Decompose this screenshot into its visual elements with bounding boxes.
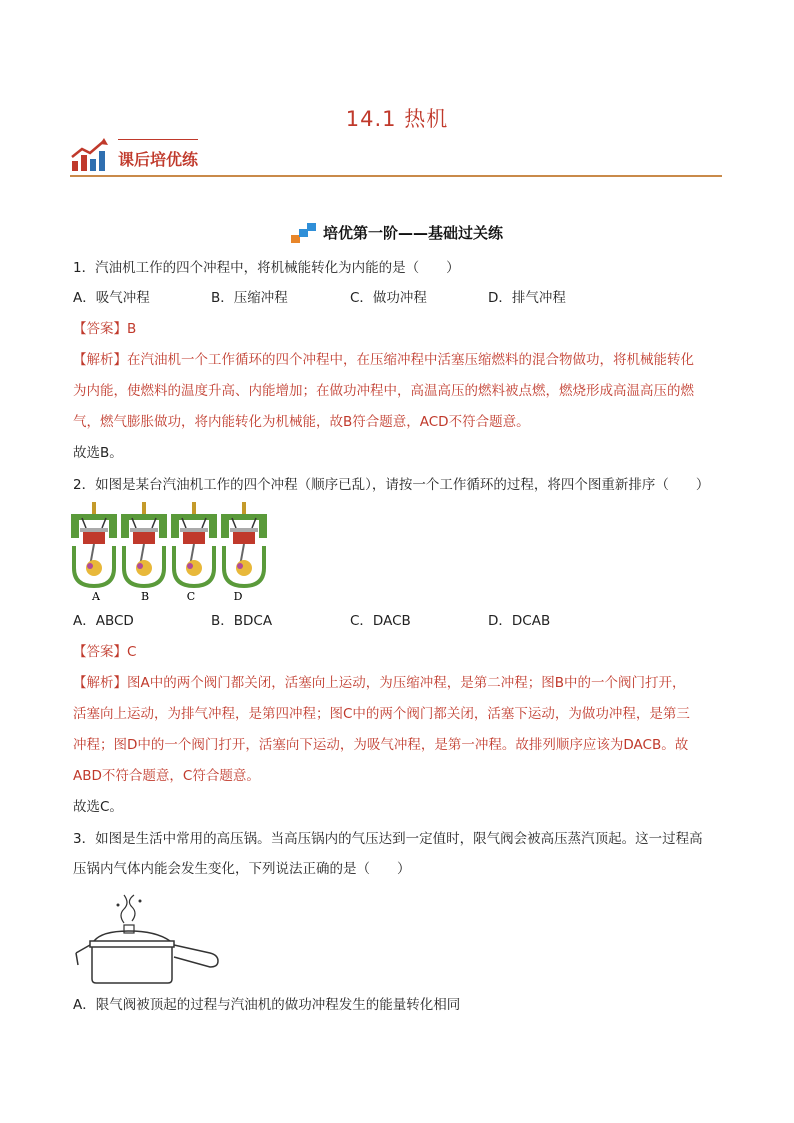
q3-option-a: A．限气阀被顶起的过程与汽油机的做功冲程发生的能量转化相同	[73, 997, 461, 1013]
figure-label-d: D	[233, 590, 243, 603]
engine-strokes-figure	[70, 502, 270, 606]
header-label: 课后培优练	[118, 150, 199, 169]
engine-diagrams	[70, 502, 270, 606]
q2-option-b: B．BDCA	[211, 613, 273, 629]
q2-stem: 2．如图是某台汽油机工作的四个冲程（顺序已乱），请按一个工作循环的过程，将四个图重新排序（ ）	[73, 477, 710, 493]
growth-chart-icon	[70, 137, 110, 173]
q1-options	[73, 289, 566, 307]
q2-analysis-line-3: 冲程；图D中的一个阀门打开，活塞向下运动，为吸气冲程，是第一冲程。故排列顺序应该为DACB。故	[73, 737, 689, 753]
q2-conclusion: 故选C。	[73, 799, 123, 815]
figure-label-a: A	[92, 590, 100, 603]
q2-option-d: D．DCAB	[488, 613, 551, 629]
q1-analysis-line-1: 【解析】在汽油机一个工作循环的四个冲程中，在压缩冲程中活塞压缩燃料的混合物做功，将机械能转化	[73, 352, 694, 368]
q1-option-b: B．压缩冲程	[211, 290, 288, 306]
q1-option-a: A．吸气冲程	[73, 290, 150, 306]
q2-analysis-line-4: ABD不符合题意，C符合题意。	[73, 768, 260, 784]
figure-label-b: B	[140, 590, 150, 603]
page-title: 14.1 热机	[345, 107, 449, 131]
q1-conclusion: 故选B。	[73, 445, 123, 461]
pressure-cooker-figure	[72, 893, 232, 985]
section-header-bar	[70, 135, 722, 181]
q2-analysis-line-1: 【解析】图A中的两个阀门都关闭，活塞向上运动，为压缩冲程，是第二冲程；图B中的一个阀门打开，	[73, 675, 686, 691]
q2-analysis-line-2: 活塞向上运动，为排气冲程，是第四冲程；图C中的两个阀门都关闭，活塞下运动，为做功冲程，是第三	[73, 706, 690, 722]
q3-stem-line-2: 压锅内气体内能会发生变化，下列说法正确的是（ ）	[73, 861, 411, 877]
q1-option-c: C．做功冲程	[350, 290, 427, 306]
q2-options	[73, 612, 550, 630]
stairs-icon	[291, 223, 317, 243]
q1-stem: 1．汽油机工作的四个冲程中，将机械能转化为内能的是（ ）	[73, 260, 460, 276]
q1-analysis-line-3: 气，燃气膨胀做功，将内能转化为机械能，故B符合题意，ACD不符合题意。	[73, 414, 530, 430]
engine-diagram	[71, 502, 117, 586]
q1-option-d: D．排气冲程	[488, 290, 566, 306]
q3-stem-line-1: 3．如图是生活中常用的高压锅。当高压锅内的气压达到一定值时，限气阀会被高压蒸汽顶起。这一过程高	[73, 831, 703, 847]
q1-answer: 【答案】B	[73, 321, 137, 337]
section-heading	[0, 222, 794, 247]
q1-analysis-line-2: 为内能，使燃料的温度升高、内能增加；在做功冲程中，高温高压的燃料被点燃，燃烧形成高温高压的燃	[73, 383, 694, 399]
pressure-cooker-drawing	[72, 893, 232, 985]
q2-option-a: A．ABCD	[73, 613, 134, 629]
q2-answer: 【答案】C	[73, 644, 137, 660]
header-rule	[70, 175, 722, 177]
figure-label-c: C	[186, 590, 196, 603]
q2-option-c: C．DACB	[350, 613, 411, 629]
section-title: 培优第一阶——基础过关练	[322, 224, 503, 242]
header-top-line	[118, 139, 198, 140]
